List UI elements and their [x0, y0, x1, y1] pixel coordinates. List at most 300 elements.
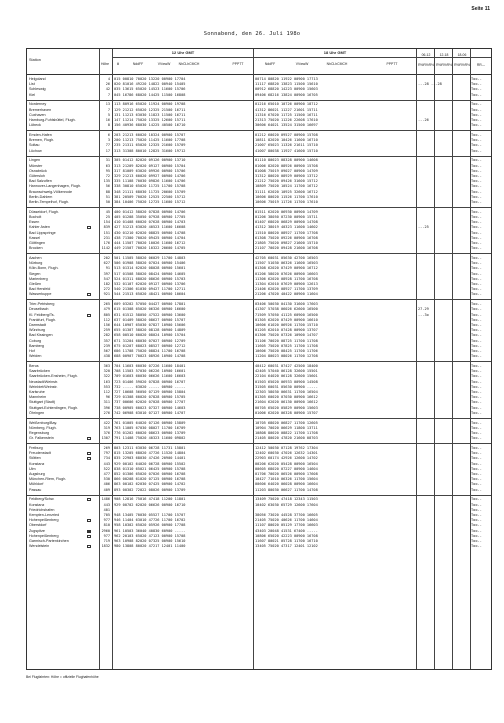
station-name: Lüchow [29, 148, 42, 153]
obs-12utc: 517 01508 58020 08424 00900 14605 [114, 271, 186, 276]
station-elevation: 156 [103, 323, 110, 327]
station-elevation: 2960 [101, 528, 110, 533]
station-elevation: 77 [105, 143, 110, 148]
obs-12utc: 686 11708 75020 08824 11700 16708 [114, 349, 186, 353]
block-divider [27, 156, 491, 157]
row-end-code: Too-- [471, 118, 482, 122]
station-elevation: 72 [105, 174, 110, 178]
obs-18utc: 00206 62020 05428 00900 16504 [255, 461, 318, 466]
row-end-code: Too-- [471, 168, 482, 173]
station-name: Frankfurt, Flugh. [29, 317, 57, 322]
mountain-station-icon [87, 457, 91, 460]
obs-18utc: 00714 80820 11922 00900 17713 [255, 77, 318, 81]
station-name: Lingen [29, 158, 41, 163]
table-row [27, 93, 491, 98]
station-elevation: 522 [103, 466, 110, 471]
row-end-code: Too-- [471, 189, 482, 194]
row-end-code: Too-- [471, 410, 482, 415]
row-end-code: Too-- [471, 256, 482, 260]
row-end-code: Too-- [471, 384, 482, 389]
row-end-code: Too-- [471, 518, 482, 523]
row-end-code: Too-- [471, 312, 482, 317]
station-name: Helgoland [29, 77, 46, 81]
row-end-code: Too-- [471, 420, 482, 425]
header-sub-iii: iii [116, 62, 120, 66]
station-elevation: 1307 [101, 436, 110, 441]
station-name: Marienberg [29, 276, 48, 281]
table-row [27, 411, 491, 416]
obs-12utc: 803 12311 63030 06728 11731 15801 [114, 446, 186, 450]
date-heading: Sonnabend, den 26. Juli 198o [203, 31, 301, 37]
station-name: Braunschweig-Völkenrode [29, 189, 73, 194]
obs-18utc: 22104 64020 06128 32600 15601 [255, 374, 318, 379]
row-end-code: Too-- [471, 364, 482, 368]
station-elevation: 135 [103, 179, 110, 184]
station-name: Deuselbach [29, 307, 49, 312]
obs-18utc: 00912 68820 14223 00900 15603 [255, 87, 318, 92]
obs-18utc: 11304 62010 07629 00900 12613 [255, 282, 318, 286]
row-end-code: Too-- [471, 328, 482, 333]
station-elevation: 176 [103, 241, 110, 245]
station-name: Soltau [29, 143, 40, 148]
station-elevation: 112 [103, 317, 110, 322]
obs-12utc: 410 01408 60020 07628 00900 14703 [114, 220, 186, 225]
obs-18utc: 10806 65020 42223 00900 16708 [255, 533, 318, 538]
row-end-code: Too-- [471, 513, 482, 517]
station-elevation: 810 [103, 523, 110, 528]
row-end-code: Too-- [471, 230, 482, 235]
row-end-code: Too-- [471, 235, 482, 240]
station-elevation: 13 [105, 102, 110, 107]
mountain-station-icon [87, 314, 91, 317]
obs-18utc: 01206 38050 07230 00900 15711 [255, 215, 318, 219]
station-elevation: 269 [103, 446, 110, 450]
table-header [27, 49, 491, 75]
station-name: Köln-Bonn, Flugh. [29, 266, 59, 271]
row-end-code: Too-- [471, 343, 482, 348]
obs-18utc: 01216 65010 10726 00900 18712 [255, 102, 318, 107]
obs-18utc: 11204 80023 08026 11700 12708 [255, 354, 318, 359]
obs-12utc: 400 01412 58020 07828 00900 14706 [114, 209, 186, 214]
obs-12utc: 688 00907 70023 08926 10900 14708 [114, 354, 186, 359]
station-name: Freiburg [29, 446, 43, 450]
obs-12utc: 658 00510 60020 08024 10900 15704 [114, 333, 186, 338]
header-extra-3: 18-06 [457, 53, 467, 57]
mountain-station-icon [87, 535, 91, 538]
station-elevation: 63 [105, 163, 110, 168]
obs-18utc: 21405 80020 47820 21600 08703 [255, 436, 318, 441]
station-name: Friedrichshafen [29, 507, 55, 512]
station-elevation: 357 [103, 338, 110, 343]
header-end: RR--- [476, 63, 486, 67]
station-name: Düsseldorf, Flugh. [29, 209, 59, 214]
obs-12utc: 427 51213 63020 40523 11600 16608 [114, 225, 186, 230]
obs-18utc: 38056 73020 44528 37700 16605 [255, 513, 318, 517]
header-group-12: 12 Uhr GMT [171, 50, 195, 55]
row-end-code: Too-- [471, 102, 482, 107]
obs-18utc: 11107 80020 05129 17700 16603 [255, 523, 318, 528]
station-name: Cuxhaven [29, 112, 46, 117]
precip-extra: ---28 ---28 [418, 82, 442, 87]
obs-18utc: 10705 68020 06827 11700 12605 [255, 420, 318, 425]
obs-18utc: 10402 63030 65729 12600 17604 [255, 502, 318, 507]
station-name: Berlin-Dahlem [29, 194, 53, 199]
station-elevation: 567 [103, 349, 110, 353]
station-name: Gießen [29, 282, 42, 286]
block-divider [27, 418, 491, 419]
station-elevation: 5 [107, 112, 110, 117]
row-end-code: Too-- [471, 436, 482, 441]
obs-18utc: 01305 62020 07429 00900 16610 [255, 317, 318, 322]
header-sub-nddff-12: NddFF [132, 62, 144, 66]
obs-18utc: 21107 70020 09428 21600 16708 [255, 246, 318, 251]
header-hoehe: Höhe [100, 62, 110, 66]
obs-12utc: 815 13205 68020 47726 11520 14804 [114, 451, 186, 456]
header-extra2-3: R½R½R½ [454, 63, 470, 67]
row-end-code: Too-- [471, 544, 482, 549]
obs-12utc: 732 ----- 63020 ----- 00900 ----- [114, 384, 186, 389]
row-end-code: Too-- [471, 302, 482, 307]
obs-12utc: 723 01406 59020 07828 00900 16707 [114, 379, 186, 384]
row-end-code: Too-- [471, 431, 482, 435]
row-end-code: Too-- [471, 266, 482, 271]
row-end-code: Too-- [471, 138, 482, 143]
station-name: Kahler Asten [29, 225, 50, 230]
obs-18utc: 12303 58030 06631 11700 16504 [255, 390, 318, 394]
obs-18utc: 43403 20048 41531 67400 ----- [255, 528, 318, 533]
obs-18utc: 01110 80023 08328 00900 14608 [255, 158, 318, 163]
obs-12utc: 948 13405 70030 05527 11700 15707 [114, 513, 186, 517]
row-end-code: Too-- [471, 502, 482, 507]
station-elevation: 4 [107, 77, 110, 81]
station-name: Berus [29, 364, 39, 368]
precip-extra: ---3o [418, 312, 429, 317]
obs-18utc: 42405 57040 06128 32600 15501 [255, 369, 318, 374]
row-end-code: Too-- [471, 333, 482, 338]
obs-18utc: 13409 75020 47418 12343 11503 [255, 497, 318, 502]
station-name: Nürnberg, Flugh. [29, 425, 57, 430]
obs-18utc: 01006 82020 08926 00900 15708 [255, 163, 318, 168]
station-name: Freudenstadt [29, 451, 51, 456]
station-name: Gr. Falkenstein [29, 436, 54, 441]
block-divider [27, 361, 491, 362]
station-elevation: 202 [103, 256, 110, 260]
obs-18utc: 10606 75020 08425 11700 11706 [255, 349, 318, 353]
obs-12utc: 020 81016 49220 14822 00940 15405 [114, 82, 186, 87]
block-divider [27, 130, 491, 131]
obs-18utc: 61308 75020 09226 00900 16708 [255, 235, 318, 240]
row-end-code: Too-- [471, 487, 482, 492]
obs-12utc: 203 21213 60020 10324 00900 15707 [114, 133, 186, 137]
station-name: Feldberg/Schw. [29, 497, 55, 502]
station-elevation: 239 [103, 343, 110, 348]
row-end-code: Too-- [471, 507, 482, 512]
row-end-code: Too-- [471, 179, 482, 184]
row-end-code: Too-- [471, 123, 482, 128]
station-elevation: 797 [103, 451, 110, 456]
station-name: Bad Hersfeld [29, 287, 51, 292]
station-name: Brocken [29, 246, 43, 251]
station-elevation: 376 [103, 431, 110, 435]
table-row [27, 436, 491, 441]
header-sub-pppt-12: PPPTT [232, 62, 244, 66]
mountain-station-icon [87, 519, 91, 522]
obs-12utc: 737 00606 62020 07028 00900 17707 [114, 400, 186, 405]
row-end-code: Too-- [471, 200, 482, 204]
obs-12utc: 540 21306 61030 09427 11700 12711 [114, 287, 186, 292]
row-end-code: Too-- [471, 533, 482, 538]
obs-18utc: 21206 47020 40422 00900 11604 [255, 292, 318, 297]
station-elevation: 553 [103, 384, 110, 389]
row-end-code: Too-- [471, 82, 482, 87]
obs-12utc: 709 01603 60030 06626 11600 16603 [114, 374, 186, 379]
obs-18utc: 12412 50030 07128 19762 17304 [255, 446, 318, 450]
obs-12utc: 384 10406 75020 12725 11600 15712 [114, 200, 186, 204]
obs-12utc: 727 10608 56050 07129 00900 15804 [114, 390, 186, 394]
station-name: Münster [29, 163, 43, 168]
row-end-code: Too-- [471, 292, 482, 297]
station-name: Weiden [29, 354, 42, 359]
row-end-code: Too-- [471, 317, 482, 322]
station-elevation: 1142 [101, 246, 110, 251]
station-elevation: 479 [103, 307, 110, 312]
precip-extra: ---26 [418, 118, 429, 122]
obs-12utc: 863 00102 62030 07425 00900 14702 [114, 482, 186, 487]
obs-18utc: 01308 62020 07429 00900 16712 [255, 266, 318, 271]
row-end-code: Too-- [471, 143, 482, 148]
station-name: Trier-Petrisberg [29, 302, 55, 307]
obs-18utc: 10606 75019 11726 11700 17610 [255, 200, 318, 204]
obs-12utc: 501 11505 58020 06029 11700 14803 [114, 256, 186, 260]
obs-12utc: 035 13615 65020 14523 11600 15706 [114, 87, 186, 92]
obs-18utc: 30606 64021 13524 31500 16697 [255, 123, 318, 128]
station-name: Kiel [29, 92, 36, 97]
station-name: Essen [29, 220, 40, 225]
obs-12utc: 615 01308 65020 06326 00900 16600 [114, 307, 186, 312]
station-elevation: 311 [103, 400, 110, 405]
obs-18utc: 03406 50030 04130 31600 17603 [255, 302, 318, 307]
obs-18utc: 11605 75020 07825 11700 11708 [255, 343, 318, 348]
station-name: Ulm [29, 466, 36, 471]
obs-12utc: 609 03202 57050 04427 00900 17801 [114, 302, 186, 307]
station-name: Bad Lippspringe [29, 230, 56, 235]
station-elevation: 805 [103, 312, 110, 317]
block-divider [27, 207, 491, 208]
row-end-code: Too-- [471, 112, 482, 117]
station-name: Berlin-Tempelhof, Flugh. [29, 200, 69, 204]
obs-18utc: 42705 60031 05630 42700 16503 [255, 256, 318, 260]
station-elevation: 719 [103, 539, 110, 543]
obs-18utc: 22903 60174 42926 12600 14702 [255, 456, 318, 461]
table-row [27, 246, 491, 251]
station-name: Saarbrücken [29, 369, 50, 374]
obs-18utc: 00605 68020 07227 00900 14604 [255, 466, 318, 471]
station-name: Hannover-Langenhagen, Flugh. [29, 184, 82, 189]
header-extra2-2: R½R½R½ [436, 63, 452, 67]
block-divider [27, 443, 491, 444]
row-end-code: Too-- [471, 482, 482, 487]
header-sub-pppt-18: PPPTT [386, 62, 398, 66]
station-name: Garmisch-Partenkirchen [29, 539, 69, 543]
obs-18utc: 31106 70020 08725 11700 11708 [255, 338, 318, 343]
obs-12utc: 313 21209 82020 09127 00900 15704 [114, 163, 186, 168]
mountain-station-filled-icon [87, 530, 91, 533]
station-elevation: 25 [105, 215, 110, 219]
obs-12utc: 637 01409 58020 08627 00900 15707 [114, 317, 186, 322]
station-elevation: 31 [105, 158, 110, 163]
header-extra-2: 12-18 [439, 53, 449, 57]
station-elevation: 17 [105, 148, 110, 153]
row-end-code: Too-- [471, 461, 482, 466]
station-name: Konstanz [29, 461, 45, 466]
obs-12utc: 961 10503 36040 40830 60900 ----- [114, 528, 186, 533]
station-elevation: 8 [107, 123, 110, 128]
obs-18utc: 40412 60031 07427 42500 18400 [255, 364, 318, 368]
station-name: Nürburg [29, 261, 43, 266]
station-elevation: 272 [103, 287, 110, 292]
station-elevation: 1486 [101, 497, 110, 502]
obs-12utc: 506 01908 58020 07024 00900 15406 [114, 261, 186, 266]
row-end-code: Too-- [471, 369, 482, 374]
obs-18utc: 31312 80020 08929 00900 13712 [255, 174, 318, 178]
obs-12utc: 444 11507 70020 10026 11600 16712 [114, 241, 186, 245]
table-row [27, 200, 491, 205]
obs-18utc: 71509 57050 41125 60900 16500 [255, 312, 318, 317]
obs-18utc: 11203 80030 06627 11700 14708 [255, 487, 318, 492]
obs-18utc: 21212 75020 09426 31600 15712 [255, 179, 318, 184]
row-end-code: Too-- [471, 194, 482, 199]
row-end-code: Too-- [471, 539, 482, 543]
station-elevation: 977 [103, 518, 110, 523]
station-name: Oberstdorf [29, 523, 47, 528]
obs-18utc: 01407 68020 06829 00900 14708 [255, 220, 318, 225]
station-name: Saarbrücken-Ensheim, Flugh. [29, 374, 78, 379]
station-elevation: 397 [103, 271, 110, 276]
obs-12utc: 524 01311 68020 08626 00900 15703 [114, 276, 186, 281]
station-elevation: 734 [103, 456, 110, 461]
station-elevation: 477 [103, 472, 110, 476]
station-name: Passau [29, 487, 42, 492]
obs-18utc: 10427 71010 06326 11700 15604 [255, 477, 318, 482]
obs-12utc: 763 11005 67030 08027 11700 16709 [114, 425, 186, 430]
station-elevation: 276 [103, 410, 110, 415]
station-name: Würzburg [29, 328, 45, 333]
obs-12utc: 449 21507 70020 10322 20600 14705 [114, 246, 186, 251]
obs-12utc: 513 01314 62020 08028 00900 15601 [114, 266, 186, 271]
obs-12utc: 438 71300 70020 09425 00900 14704 [114, 235, 186, 240]
obs-18utc: 01006 62020 06328 00900 15707 [255, 410, 318, 415]
station-elevation: 6 [107, 133, 110, 137]
obs-18utc: 41307 57038 06026 62600 16500 [255, 307, 318, 312]
obs-12utc: 929 00102 64020 06728 00900 15502 [114, 461, 186, 466]
station-elevation: 443 [103, 502, 110, 507]
mountain-station-icon [87, 226, 91, 229]
obs-12utc: 430 01210 62020 08825 00900 14708 [114, 230, 186, 235]
station-name: Regensburg [29, 431, 50, 435]
station-name: Weißenburg/Bay. [29, 420, 58, 425]
block-divider [27, 495, 491, 496]
obs-12utc: 532 01107 62020 09127 00900 13706 [114, 282, 186, 286]
obs-18utc: 21007 65023 11326 21611 15710 [255, 143, 318, 148]
mountain-station-icon [87, 293, 91, 296]
obs-18utc: 00606 64020 06028 00900 16604 [255, 482, 318, 487]
obs-18utc: 11507 51030 06326 11600 16503 [255, 261, 318, 266]
station-elevation: 151 [103, 230, 110, 235]
station-elevation: 42 [105, 87, 110, 92]
station-name: Stuttgart-Echterdingen, Flugh. [29, 405, 79, 410]
station-name: Lübeck [29, 123, 41, 128]
station-name: Stötten [29, 456, 41, 461]
row-end-code: Too-- [471, 307, 482, 312]
precip-extra: ---25 [418, 225, 429, 230]
row-end-code: Too-- [471, 220, 482, 225]
station-name: Stuttgart (Stadt) [29, 400, 56, 405]
header-group-18: 18 Uhr GMT [323, 50, 347, 55]
row-end-code: Too-- [471, 323, 482, 327]
obs-18utc: 10808 80020 08822 11700 11708 [255, 431, 318, 435]
obs-18utc: 01503 65020 06933 00900 14508 [255, 379, 318, 384]
obs-12utc: 791 11408 75020 40323 11600 09802 [114, 436, 186, 441]
obs-12utc: 962 20103 65020 47123 00900 15708 [114, 533, 186, 538]
station-name: Aachen [29, 256, 42, 260]
row-end-code: Too-- [471, 477, 482, 482]
station-elevation: 443 [103, 461, 110, 466]
station-name: Wendelstein [29, 544, 50, 549]
row-end-code: Too-- [471, 497, 482, 502]
row-end-code: Too-- [471, 77, 482, 81]
obs-12utc: 015 00810 70020 13220 00900 17704 [114, 77, 186, 81]
obs-12utc: 958 10302 65020 05926 00900 17708 [114, 523, 186, 528]
row-end-code: Too-- [471, 338, 482, 343]
obs-12utc: 866 00208 61020 07125 00900 16708 [114, 477, 186, 482]
station-name: Hamburg-Fuhlsbüttel, Flugh. [29, 118, 76, 122]
station-elevation: 112 [103, 390, 110, 394]
obs-18utc: 01306 75020 07326 10900 14707 [255, 333, 318, 338]
station-elevation: 96 [105, 395, 110, 400]
station-name: Neustadt/Weinstr. [29, 379, 59, 384]
station-elevation: 26 [105, 82, 110, 87]
obs-18utc: 41312 38019 40323 11600 14602 [255, 225, 318, 230]
station-elevation: 88 [105, 189, 110, 194]
station-elevation: 282 [103, 333, 110, 338]
station-elevation: 265 [103, 302, 110, 307]
row-end-code: Too-- [471, 276, 482, 281]
table-row [27, 544, 491, 549]
row-end-code: Too-- [471, 92, 482, 97]
station-elevation: 154 [103, 220, 110, 225]
row-end-code: Too-- [471, 466, 482, 471]
table-row [27, 292, 491, 297]
station-elevation: 3 [107, 138, 110, 143]
block-divider [27, 253, 491, 254]
station-name: Bad Salzuflen [29, 179, 52, 184]
row-end-code: Too-- [471, 261, 482, 266]
obs-18utc: 21405 75020 40626 11700 14604 [255, 518, 318, 523]
obs-12utc: 348 21111 68030 11725 20600 15709 [114, 189, 186, 194]
obs-18utc: 13405 75020 47317 12401 12102 [255, 544, 318, 549]
table-row [27, 149, 491, 154]
obs-18utc: 21406 62020 08927 11700 13709 [255, 287, 318, 292]
row-end-code: Too-- [471, 349, 482, 353]
station-name: Gütersloh [29, 174, 45, 178]
station-elevation: 705 [103, 513, 110, 517]
obs-18utc: 11117 68820 13823 11500 15610 [255, 82, 318, 87]
obs-12utc: 405 01208 35050 07928 00900 17705 [114, 215, 186, 219]
obs-12utc: 329 21213 60020 09927 00900 14706 [114, 174, 186, 178]
station-elevation: 627 [103, 261, 110, 266]
obs-12utc: 671 31204 68030 07027 00900 12709 [114, 338, 186, 343]
obs-18utc: 11316 67020 11725 11500 16711 [255, 112, 318, 117]
